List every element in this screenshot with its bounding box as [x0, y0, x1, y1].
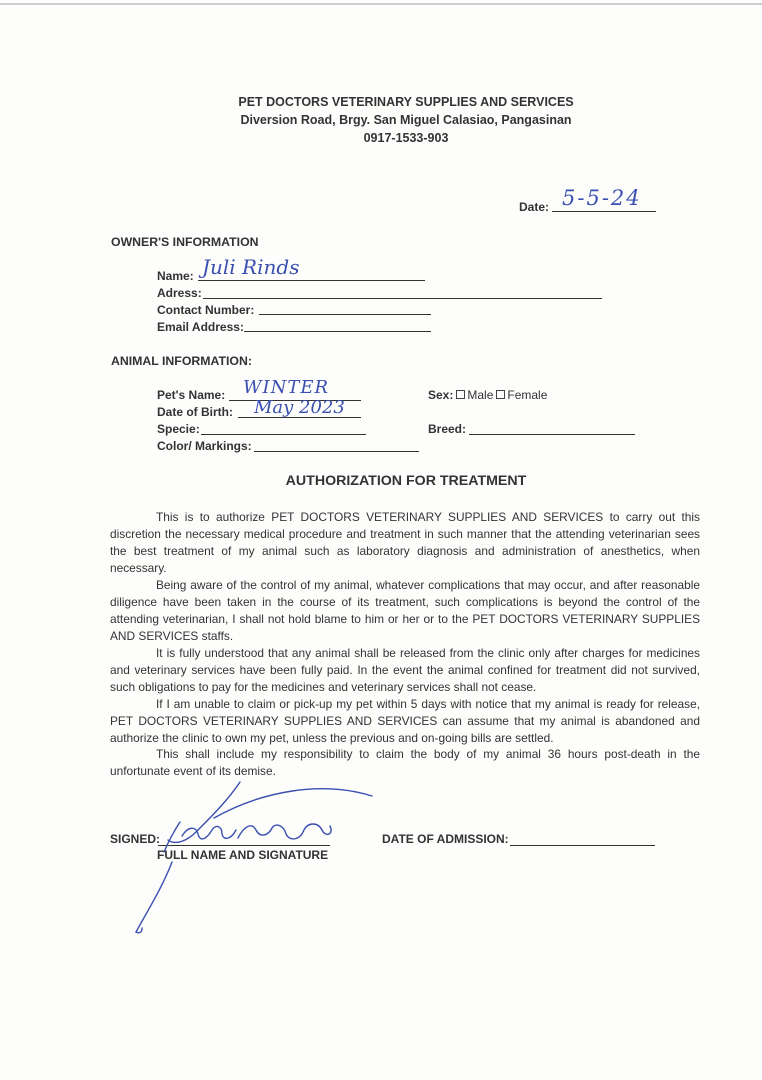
paragraph-5: This shall include my responsibility to claim the body of my animal 36 hours post-death in the unfortunate event of its demise. [110, 747, 700, 778]
paragraph-2: Being aware of the control of my animal, whatever complications that may occur, and after reasonable diligence have been taken in the course of its treatment, such complications is beyond the control of the attending veterinarian, I shall not hold blame to him or her or to the PET DOCTORS VETERINARY SUPPLIES AND SERVICES staffs. [110, 578, 700, 643]
owner-name-value[interactable]: Juli Rinds [202, 255, 300, 279]
animal-heading: ANIMAL INFORMATION: [111, 354, 252, 368]
date-value[interactable]: 5-5-24 [562, 186, 642, 210]
male-label: Male [467, 388, 494, 402]
paragraph-4: If I am unable to claim or pick-up my pet within 5 days with notice that my animal is ready for release, PET DOCTORS VETERINARY SUPPLIES AND SERVICES can assume that my animal is abandoned and authorize the clinic to own my pet, unless the previous and on-going bills are settled. [110, 697, 700, 745]
pet-name-label: Pet's Name: [157, 388, 226, 402]
address-label: Adress: [157, 286, 202, 300]
contact-label: Contact Number: [157, 303, 255, 317]
owner-heading: OWNER'S INFORMATION [111, 235, 259, 249]
email-label: Email Address: [157, 320, 244, 334]
date-label: Date: [519, 200, 550, 214]
authorization-title: AUTHORIZATION FOR TREATMENT [285, 473, 527, 489]
paragraph-3: It is fully understood that any animal shall be released from the clinic only after charges for medicines and veterinary services have been fully paid. In the event the animal confined for treatment did not survived, such obligations to pay for the medicines and veterinary services shall not cease. [110, 646, 700, 694]
color-label: Color/ Markings: [157, 439, 252, 453]
admission-label: DATE OF ADMISSION: [382, 832, 509, 846]
company-phone: 0917-1533-903 [363, 131, 449, 145]
dob-value[interactable]: May 2023 [254, 397, 345, 418]
company-name: PET DOCTORS VETERINARY SUPPLIES AND SERVICES [238, 95, 574, 109]
full-name-label: FULL NAME AND SIGNATURE [157, 848, 329, 862]
breed-label: Breed: [428, 422, 467, 436]
pet-name-value[interactable]: WINTER [243, 377, 330, 398]
dob-label: Date of Birth: [157, 405, 233, 419]
female-label: Female [507, 388, 548, 402]
signed-label: SIGNED: [110, 832, 161, 846]
company-address: Diversion Road, Brgy. San Miguel Calasiao, Pangasinan [240, 113, 572, 127]
name-label: Name: [157, 269, 194, 283]
sex-label: Sex: [428, 388, 454, 402]
specie-label: Specie: [157, 422, 200, 436]
paragraph-1: This is to authorize PET DOCTORS VETERINARY SUPPLIES AND SERVICES to carry out this discretion the necessary medical procedure and treatment in such manner that the attending veterinarian sees the best treatment of my animal such as laboratory diagnosis and administration of anesthetics, when necessary. [110, 510, 700, 575]
